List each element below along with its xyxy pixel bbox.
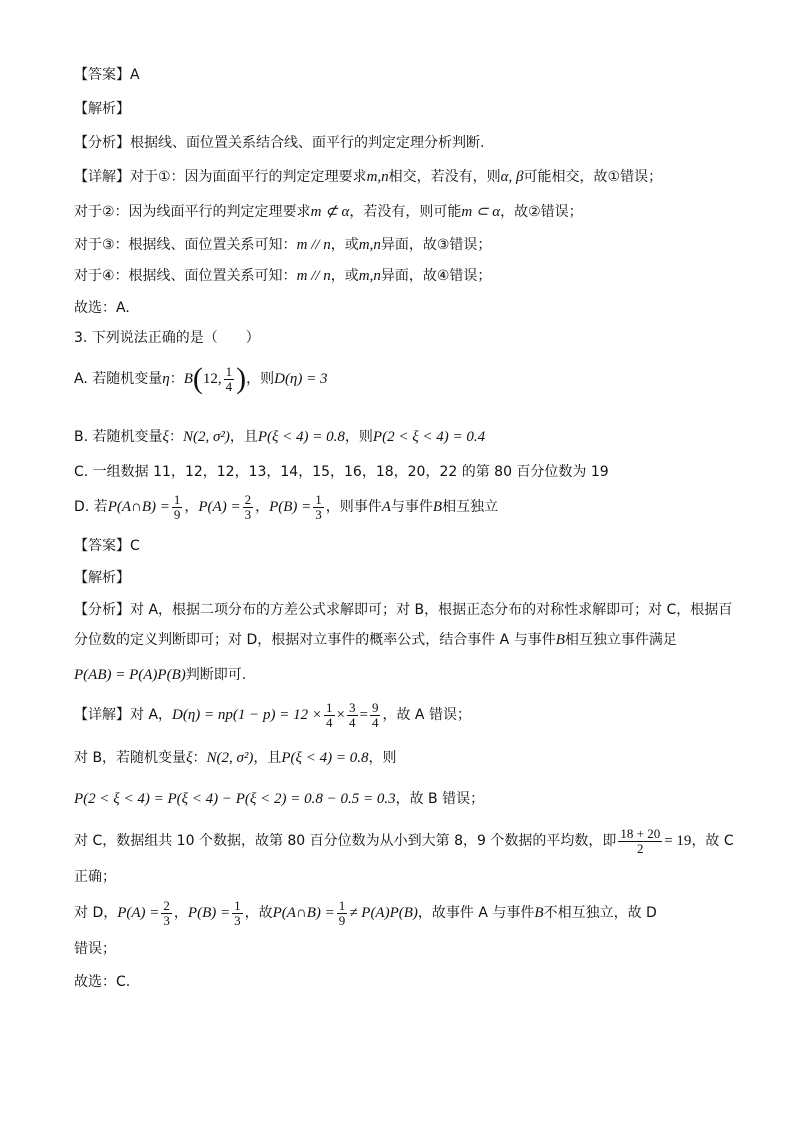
option-c: C. 一组数据 11，12，12，13，14，15，16，18，20，22 的第 80 百分位数为 19	[74, 464, 609, 480]
analysis-text-2b: 分位数的定义判断即可；对 D，根据对立事件的概率公式，结合事件 A 与事件B相互独立事件满足	[74, 632, 677, 648]
analysis-text-2a: 【分析】对 A，根据二项分布的方差公式求解即可；对 B，根据正态分布的对称性求解即可；对 C，根据百	[74, 602, 733, 618]
analysis-label-1: 【解析】	[74, 101, 130, 117]
detail-c-1: 对 C，数据组共 10 个数据，故第 80 百分位数为从小到大第 8，9 个数据的平均数，即 $\frac{18 + 20}{2}$ = 19，故 C	[74, 825, 734, 856]
question-3-title: 3. 下列说法正确的是（ ）	[74, 330, 260, 346]
answer-label-1: 【答案】A	[74, 67, 140, 83]
option-a: A. 若随机变量η：B(12, $\frac{1}{4}$ )，则D(η) = 3	[74, 362, 328, 395]
analysis-text-2c: P(AB) = P(A)P(B)判断即可.	[74, 667, 247, 683]
detail-c-2: 正确；	[74, 869, 116, 885]
choose-line-2: 故选：C.	[74, 974, 131, 990]
option-d: D. 若P(A∩B) = $\frac{1}{9}$ ，P(A) = $\frac{2}{3}$ ，P(B) = $\frac{1}{3}$ ，则事件A与事件B相互独立	[74, 491, 499, 522]
detail-b-1: 对 B，若随机变量ξ：N(2, σ²)，且P(ξ < 4) = 0.8，则	[74, 750, 397, 766]
detail-b-2: P(2 < ξ < 4) = P(ξ < 4) − P(ξ < 2) = 0.8 − 0.5 = 0.3，故 B 错误；	[74, 791, 485, 807]
answer-label-2: 【答案】C	[74, 538, 140, 554]
detail-a: 【详解】对 A，D(η) = np(1 − p) = 12 × $\frac{1}{4}$ × $\frac{3}{4}$ = $\frac{9}{4}$ ，故 A 错误；	[74, 699, 471, 730]
detail-line-4: 对于④：根据线、面位置关系可知：m // n，或m,n异面，故④错误；	[74, 268, 492, 284]
detail-d-2: 错误；	[74, 941, 116, 957]
analysis-label-2: 【解析】	[74, 570, 130, 586]
analysis-text-1: 【分析】根据线、面位置关系结合线、面平行的判定定理分析判断.	[74, 135, 485, 151]
detail-line-2: 对于②：因为线面平行的判定定理要求m ⊄ α，若没有，则可能m ⊂ α，故②错误；	[74, 204, 583, 220]
option-b: B. 若随机变量ξ：N(2, σ²)，且P(ξ < 4) = 0.8，则P(2 < ξ < 4) = 0.4	[74, 429, 486, 445]
detail-d-1: 对 D，P(A) = $\frac{2}{3}$ ，P(B) = $\frac{1}{3}$ ，故P(A∩B) = $\frac{1}{9}$ ≠ P(A)P(B)，故事件 A 与事件B不相互独立，故 D	[74, 897, 657, 928]
detail-line-1: 【详解】对于①：因为面面平行的判定定理要求m,n相交，若没有，则α, β可能相交，故①错误；	[74, 169, 663, 185]
detail-line-3: 对于③：根据线、面位置关系可知：m // n，或m,n异面，故③错误；	[74, 237, 492, 253]
choose-line-1: 故选：A.	[74, 300, 130, 316]
